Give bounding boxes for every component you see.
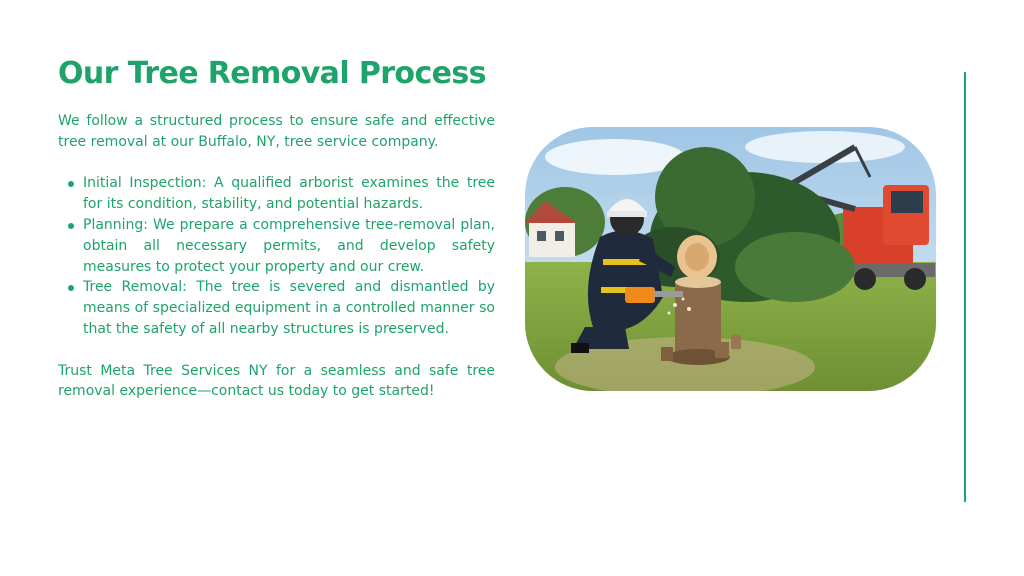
bullet-icon [68,285,74,291]
process-steps-list [58,173,495,339]
step-text: Initial Inspection: A qualified arborist examines the tree for its condition, stability, and potential hazards. [83,175,495,213]
body-text [58,111,495,402]
bullet-icon [68,181,74,187]
list-item [58,173,495,215]
bullet-icon [68,223,74,229]
step-text: Planning: We prepare a comprehensive tree-removal plan, obtain all necessary permits, and develop safety measures to protect your property and our crew. [83,216,495,275]
tree-removal-photo [525,127,936,391]
list-item [58,215,495,277]
paragraph-spacer [58,153,495,174]
page-title: Our Tree Removal Process [58,56,486,91]
step-text: Tree Removal: The tree is severed and dismantled by means of specialized equipment in a controlled manner so that the safety of all nearby structures is preserved. [83,279,495,337]
closing-paragraph: Trust Meta Tree Services NY for a seamless and safe tree removal experience—contact us today to get started! [58,362,495,400]
intro-paragraph: We follow a structured process to ensure safe and effective tree removal at our Buffalo, NY, tree service company. [58,113,495,150]
paragraph-spacer [58,340,495,361]
list-item [58,277,495,339]
accent-divider-line [964,72,966,502]
